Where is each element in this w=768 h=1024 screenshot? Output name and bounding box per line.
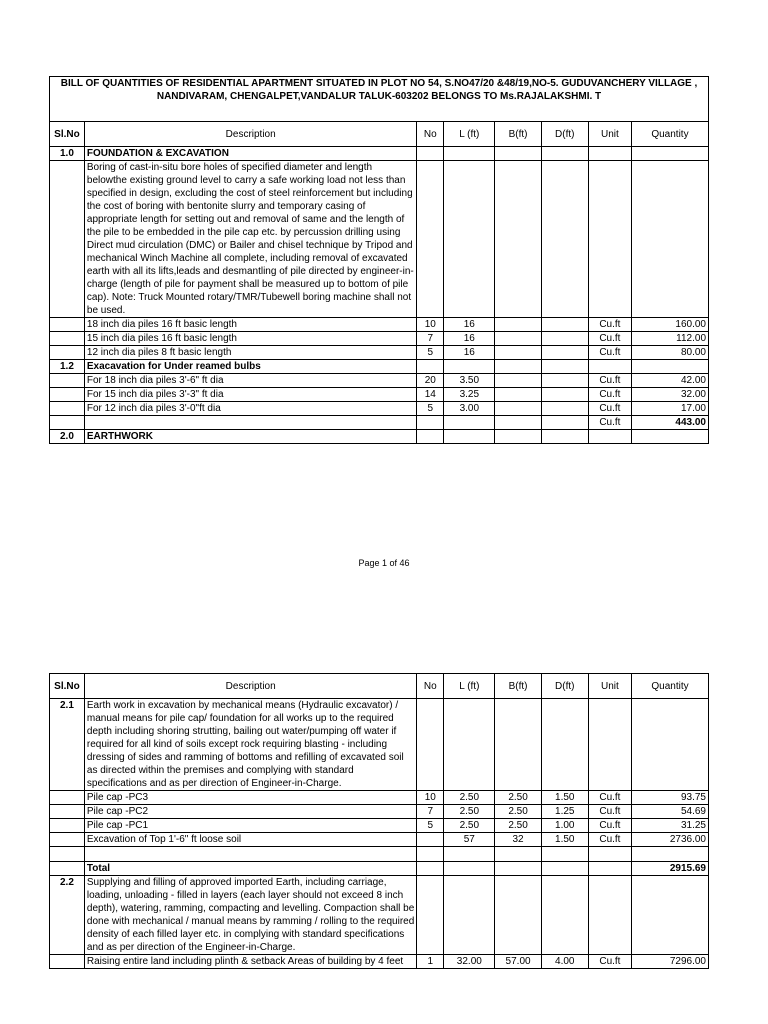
col-slno: Sl.No: [50, 122, 85, 147]
cell-unit: Cu.ft: [588, 374, 631, 388]
table-row: [50, 791, 709, 805]
cell-breadth: 2.50: [495, 819, 541, 833]
cell-no: 5: [417, 402, 444, 416]
cell-unit: Cu.ft: [588, 819, 631, 833]
item-description: For 18 inch dia piles 3'-6" ft dia: [84, 374, 417, 388]
col-quantity: Quantity: [631, 674, 708, 699]
cell-length: 2.50: [444, 791, 495, 805]
section-title: Exacavation for Under reamed bulbs: [84, 360, 417, 374]
col-length: L (ft): [444, 674, 495, 699]
section-row: [50, 147, 709, 161]
col-depth: D(ft): [541, 122, 588, 147]
col-length: L (ft): [444, 122, 495, 147]
item-description: Pile cap -PC2: [84, 805, 417, 819]
table-header: [50, 122, 709, 147]
section-number: 1.0: [50, 147, 85, 161]
cell-no: 5: [417, 346, 444, 360]
cell-depth: 4.00: [541, 955, 588, 969]
total-label: Total: [84, 862, 417, 876]
table-row: [50, 955, 709, 969]
cell-breadth: 2.50: [495, 805, 541, 819]
table-row: [50, 332, 709, 346]
col-depth: D(ft): [541, 674, 588, 699]
cell-unit: Cu.ft: [588, 388, 631, 402]
cell-unit: Cu.ft: [588, 332, 631, 346]
cell-length: 16: [444, 346, 495, 360]
cell-depth: 1.00: [541, 819, 588, 833]
item-description: Earth work in excavation by mechanical means (Hydraulic excavator) / manual means for pile cap/ foundation for all works up to the required depth including shoring strutting, bailing out water/pumping off water if required for all kind of soils except rock requiring blasting - including dressing of sides and ramming of bottoms and refilling of excavated soil as directed within the premises and complying with standard specifications and as per direction of Engineer-in-Charge.: [84, 699, 417, 791]
cell-quantity: 112.00: [631, 332, 708, 346]
cell-length: 32.00: [444, 955, 495, 969]
cell-quantity: 32.00: [631, 388, 708, 402]
col-breadth: B(ft): [495, 674, 541, 699]
cell-length: 16: [444, 332, 495, 346]
boq-table-page-1: [49, 76, 709, 444]
col-no: No: [417, 674, 444, 699]
total-quantity: 2915.69: [631, 862, 708, 876]
section-title: FOUNDATION & EXCAVATION: [84, 147, 417, 161]
cell-unit: Cu.ft: [588, 416, 631, 430]
cell-no: 7: [417, 805, 444, 819]
table-row: [50, 161, 709, 318]
item-description: 15 inch dia piles 16 ft basic length: [84, 332, 417, 346]
table-row: [50, 388, 709, 402]
cell-quantity: 17.00: [631, 402, 708, 416]
table-header: [50, 674, 709, 699]
section-number: 2.2: [50, 876, 85, 955]
cell-quantity: 160.00: [631, 318, 708, 332]
table-row: [50, 374, 709, 388]
cell-no: 20: [417, 374, 444, 388]
cell-no: [417, 833, 444, 847]
section-number: 2.1: [50, 699, 85, 791]
cell-unit: Cu.ft: [588, 805, 631, 819]
table-row: [50, 819, 709, 833]
section-row: [50, 876, 709, 955]
item-description: Raising entire land including plinth & setback Areas of building by 4 feet: [84, 955, 417, 969]
section-title: EARTHWORK: [84, 430, 417, 444]
item-description: 18 inch dia piles 16 ft basic length: [84, 318, 417, 332]
cell-length: 16: [444, 318, 495, 332]
cell-depth: 1.25: [541, 805, 588, 819]
table-row: [50, 346, 709, 360]
col-slno: Sl.No: [50, 674, 85, 699]
item-description: Pile cap -PC1: [84, 819, 417, 833]
item-description: Pile cap -PC3: [84, 791, 417, 805]
cell-quantity: 42.00: [631, 374, 708, 388]
col-description: Description: [84, 122, 417, 147]
cell-unit: Cu.ft: [588, 833, 631, 847]
section-row: [50, 360, 709, 374]
subtotal-row: [50, 416, 709, 430]
col-description: Description: [84, 674, 417, 699]
cell-no: 10: [417, 791, 444, 805]
boq-table-page-2: [49, 673, 709, 969]
cell-breadth: 57.00: [495, 955, 541, 969]
cell-breadth: 32: [495, 833, 541, 847]
document-title: BILL OF QUANTITIES OF RESIDENTIAL APARTMENT SITUATED IN PLOT NO 54, S.NO47/20 &48/19,NO-5. GUDUVANCHERY VILLAGE , NANDIVARAM, CHENGALPET,VANDALUR TALUK-603202 BELONGS TO Ms.RAJALAKSHMI. T: [50, 77, 709, 122]
cell-breadth: 2.50: [495, 791, 541, 805]
col-quantity: Quantity: [631, 122, 708, 147]
cell-quantity: 2736.00: [631, 833, 708, 847]
table-row: [50, 805, 709, 819]
cell-depth: 1.50: [541, 833, 588, 847]
table-row: [50, 318, 709, 332]
item-description: For 12 inch dia piles 3'-0"ft dia: [84, 402, 417, 416]
section-number: 2.0: [50, 430, 85, 444]
total-row: [50, 862, 709, 876]
cell-no: 10: [417, 318, 444, 332]
cell-no: 1: [417, 955, 444, 969]
cell-unit: Cu.ft: [588, 318, 631, 332]
empty-row: [50, 847, 709, 862]
cell-depth: 1.50: [541, 791, 588, 805]
item-description: Boring of cast-in-situ bore holes of specified diameter and length belowthe existing ground level to carry a safe working load not less than specified in design, excluding the cost of steel reinforcement but including the cost of boring with bentonite slurry and temporary casing of appropriate length for setting out and removal of same and the length of the pile to be embedded in the pile cap etc. by percussion drilling using Direct mud circulation (DMC) or Bailer and chisel technique by Tripod and mechanical Winch Machine all complete, including removal of excavated earth with all its lifts,leads and desmantling of pile directed by engineer-in-charge (length of pile for payment shall be measured up to bottom of pile cap). Note: Truck Mounted rotary/TMR/Tubewell boring machine shall not be used.: [84, 161, 417, 318]
subtotal-quantity: 443.00: [631, 416, 708, 430]
table-row: [50, 402, 709, 416]
section-row: [50, 699, 709, 791]
cell-no: 14: [417, 388, 444, 402]
col-no: No: [417, 122, 444, 147]
cell-length: 3.25: [444, 388, 495, 402]
cell-quantity: 80.00: [631, 346, 708, 360]
cell-unit: Cu.ft: [588, 791, 631, 805]
cell-no: 7: [417, 332, 444, 346]
cell-quantity: 54.69: [631, 805, 708, 819]
item-description: Excavation of Top 1'-6" ft loose soil: [84, 833, 417, 847]
cell-length: 3.50: [444, 374, 495, 388]
item-description: 12 inch dia piles 8 ft basic length: [84, 346, 417, 360]
cell-unit: Cu.ft: [588, 955, 631, 969]
item-description: For 15 inch dia piles 3'-3" ft dia: [84, 388, 417, 402]
col-unit: Unit: [588, 122, 631, 147]
cell-quantity: 31.25: [631, 819, 708, 833]
section-number: 1.2: [50, 360, 85, 374]
cell-length: 3.00: [444, 402, 495, 416]
page-number: Page 1 of 46: [358, 558, 410, 568]
cell-length: 2.50: [444, 819, 495, 833]
table-row: [50, 833, 709, 847]
cell-unit: Cu.ft: [588, 402, 631, 416]
section-row: [50, 430, 709, 444]
cell-no: 5: [417, 819, 444, 833]
cell-unit: Cu.ft: [588, 346, 631, 360]
col-breadth: B(ft): [495, 122, 541, 147]
cell-length: 2.50: [444, 805, 495, 819]
cell-quantity: 93.75: [631, 791, 708, 805]
cell-length: 57: [444, 833, 495, 847]
col-unit: Unit: [588, 674, 631, 699]
item-description: Supplying and filling of approved imported Earth, including carriage, loading, unloading - filled in layers (each layer should not exceed 8 inch depth), watering, ramming, compacting and levelling. Compaction shall be done with mechanical / manual means by ramming / rolling to the required density of each filled layer etc. in complying with standard specifications and as per direction of the Engineer-in-Charge.: [84, 876, 417, 955]
cell-quantity: 7296.00: [631, 955, 708, 969]
